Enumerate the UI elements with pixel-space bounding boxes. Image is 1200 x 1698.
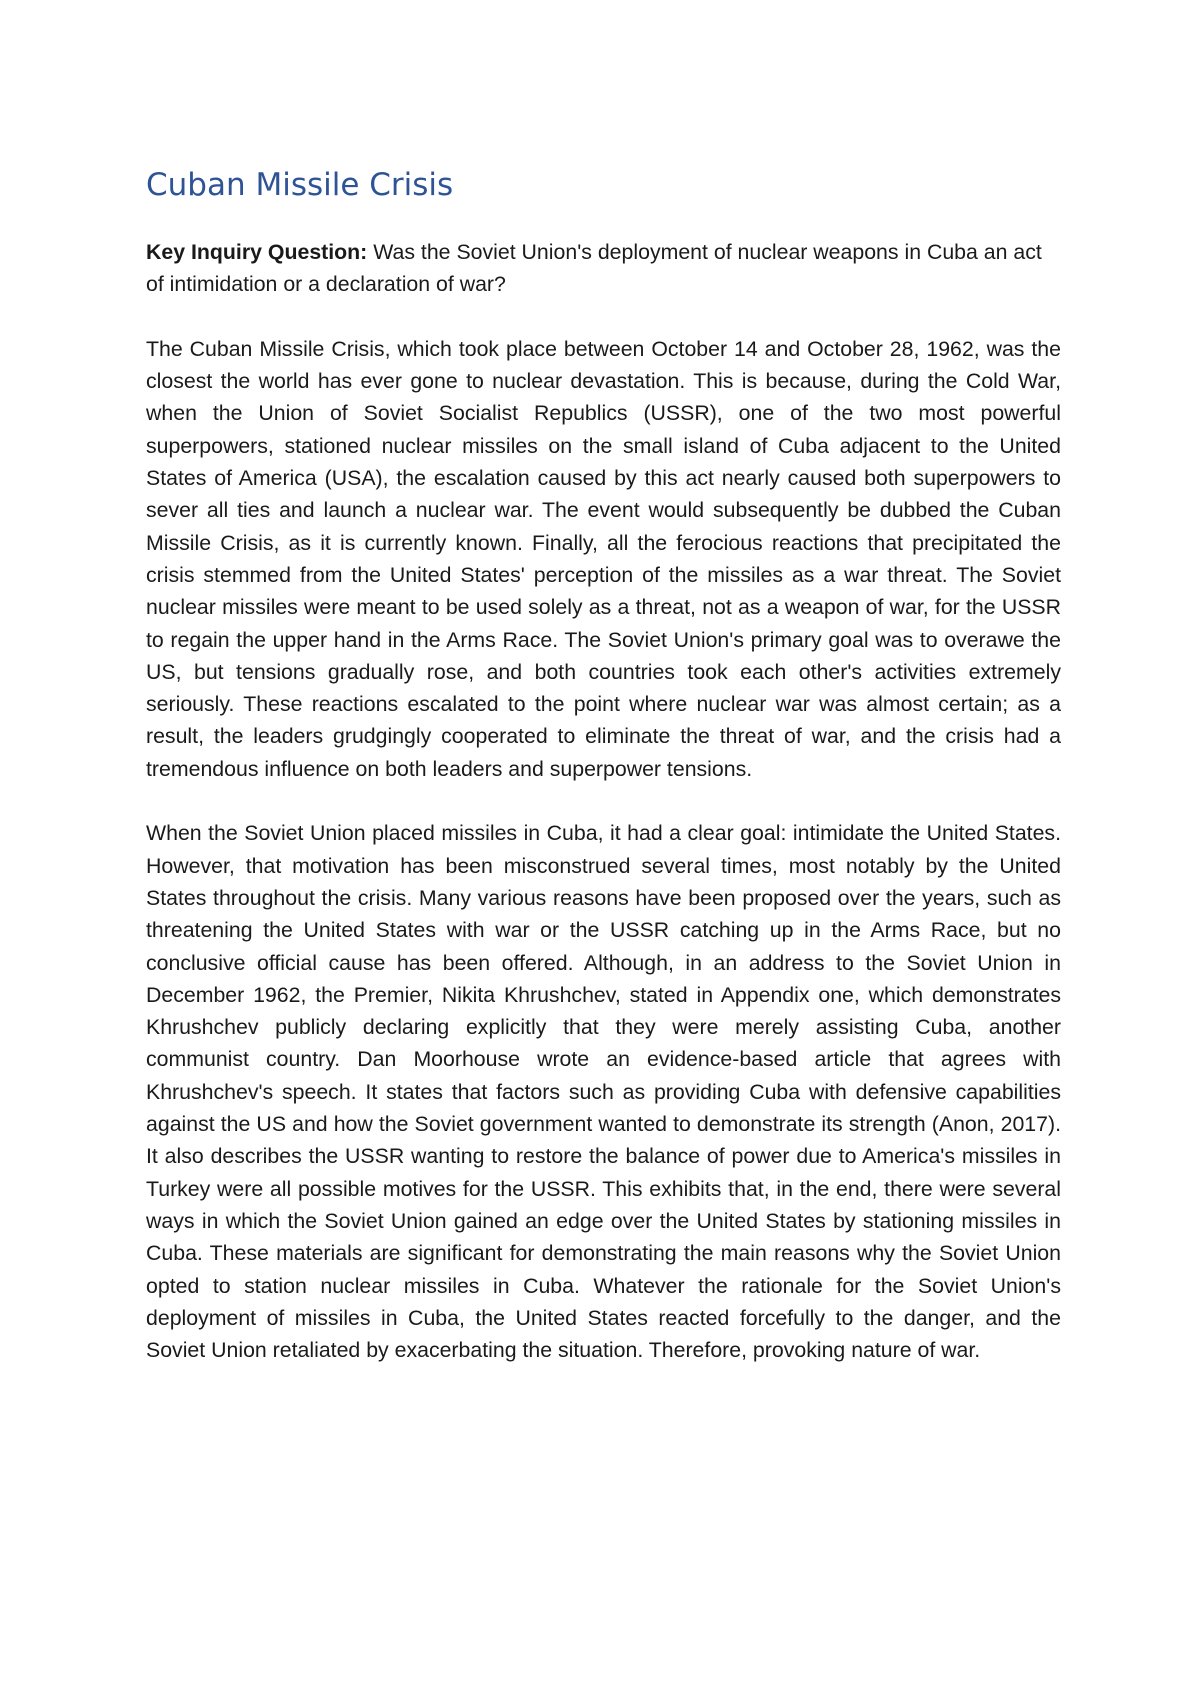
page-title: Cuban Missile Crisis — [146, 167, 454, 203]
paragraph-intro: The Cuban Missile Crisis, which took place between October 14 and October 28, 1962, was the closest the world has ever gone to nuclear devastation. This is because, during the Cold War, when the Union of Soviet Socialist Republics (USSR), one of the two most powerful superpowers, stationed nuclear missiles on the small island of Cuba adjacent to the United States of America (USA), the escalation caused by this act nearly caused both superpowers to sever all ties and launch a nuclear war. The event would subsequently be dubbed the Cuban Missile Crisis, as it is currently known. Finally, all the ferocious reactions that precipitated the crisis stemmed from the United States' perception of the missiles as a war threat. The Soviet nuclear missiles were meant to be used solely as a threat, not as a weapon of war, for the USSR to regain the upper hand in the Arms Race. The Soviet Union's primary goal was to overawe the US, but tensions gradually rose, and both countries took each other's activities extremely seriously. These reactions escalated to the point where nuclear war was almost certain; as a result, the leaders grudgingly cooperated to eliminate the threat of war, and the crisis had a tremendous influence on both leaders and superpower tensions. — [146, 336, 1061, 781]
paragraph-soviet-motives: When the Soviet Union placed missiles in Cuba, it had a clear goal: intimidate the United States. However, that motivation has been misconstrued several times, most notably by the United States throughout the crisis. Many various reasons have been proposed over the years, such as threatening the United States with war or the USSR catching up in the Arms Race, but no conclusive official cause has been offered. Although, in an address to the Soviet Union in December 1962, the Premier, Nikita Khrushchev, stated in Appendix one, which demonstrates Khrushchev publicly declaring explicitly that they were merely assisting Cuba, another communist country. Dan Moorhouse wrote an evidence-based article that agrees with Khrushchev's speech. It states that factors such as providing Cuba with defensive capabilities against the US and how the Soviet government wanted to demonstrate its strength (Anon, 2017). It also describes the USSR wanting to restore the balance of power due to America's missiles in Turkey were all possible motives for the USSR. This exhibits that, in the end, there were several ways in which the Soviet Union gained an edge over the United States by stationing missiles in Cuba. These materials are significant for demonstrating the main reasons why the Soviet Union opted to station nuclear missiles in Cuba. Whatever the rationale for the Soviet Union's deployment of missiles in Cuba, the United States reacted forcefully to the danger, and the Soviet Union retaliated by exacerbating the situation. Therefore, provoking nature of war. — [146, 821, 1061, 1363]
key-inquiry-question-text: Was the Soviet Union's deployment of nuclear weapons in Cuba an act of intimidation or a declaration of war? — [146, 240, 1042, 297]
document-body — [146, 236, 1061, 1399]
key-inquiry-question-label: Key Inquiry Question: — [146, 240, 368, 264]
key-inquiry-question — [146, 236, 1061, 301]
